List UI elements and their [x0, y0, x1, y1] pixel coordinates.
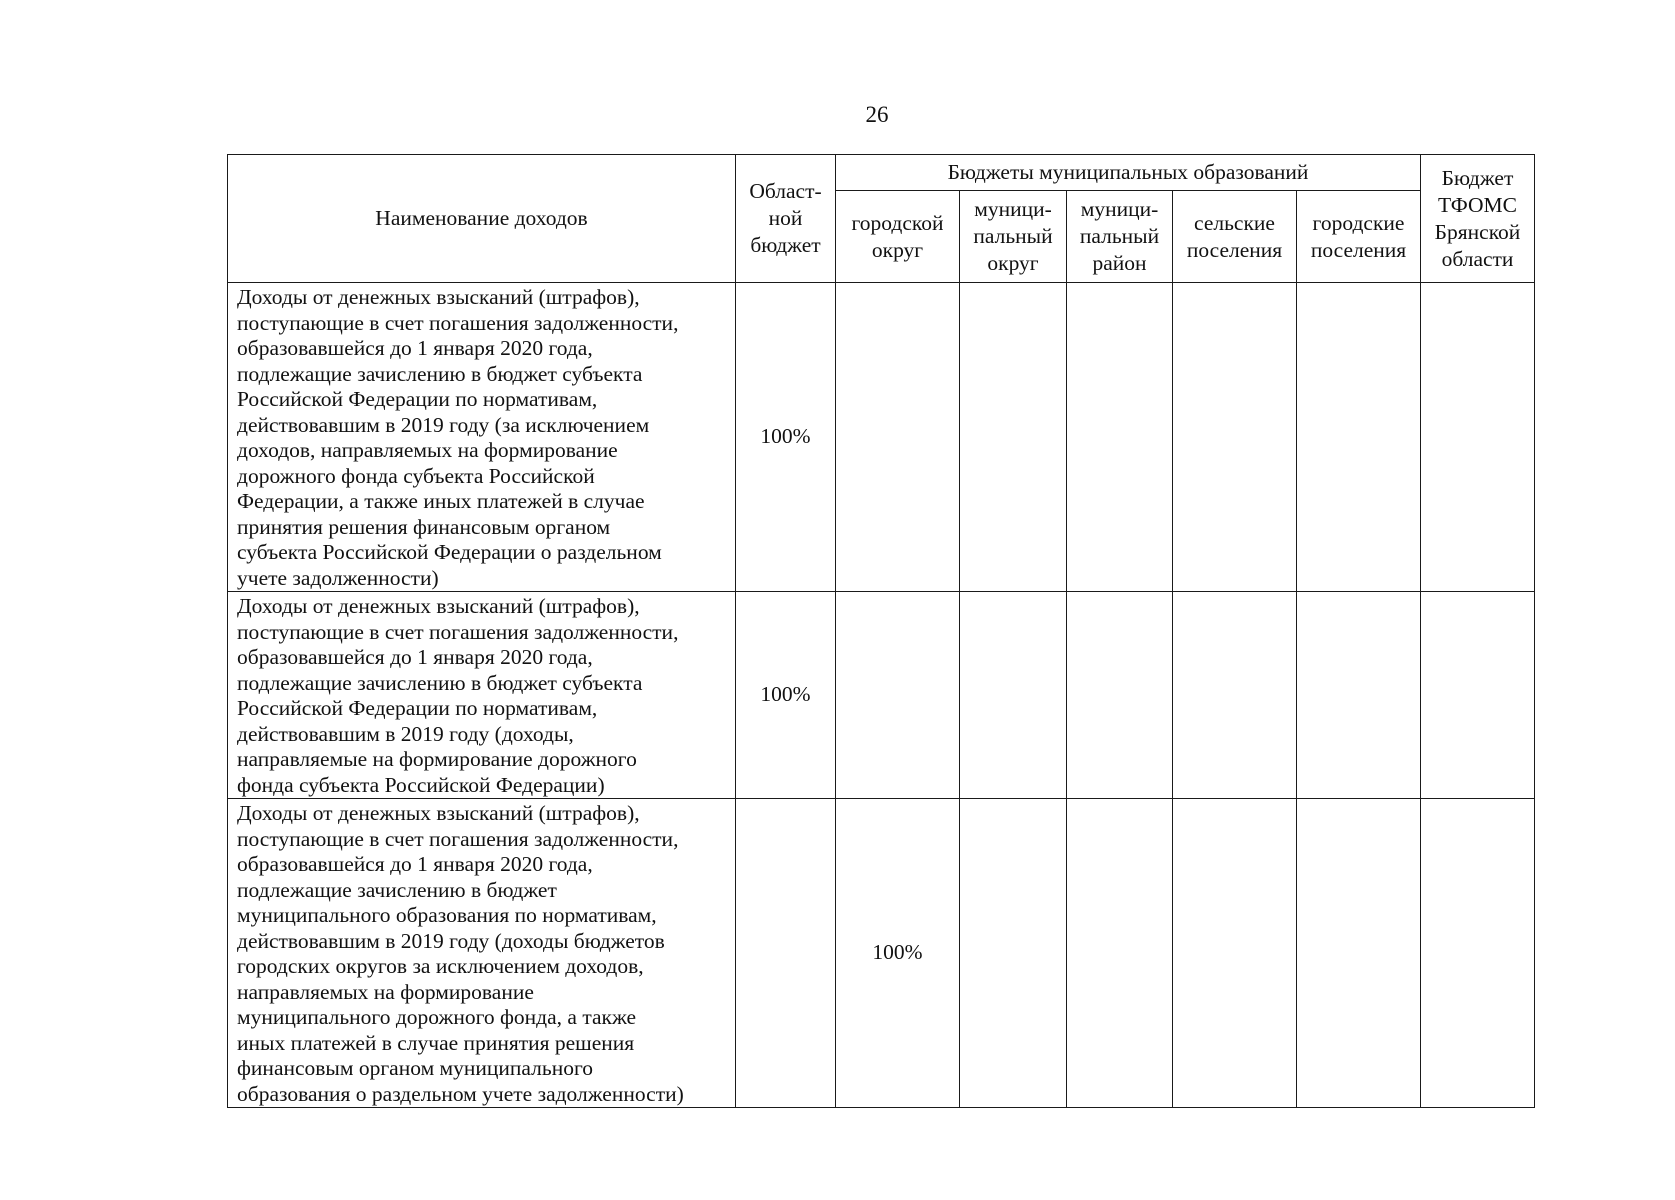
regional-budget-cell: 100%: [736, 283, 836, 592]
city-district-cell: 100%: [836, 799, 960, 1108]
tfoms-budget-cell: [1421, 799, 1535, 1108]
rural-settlements-cell: [1173, 592, 1297, 799]
income-name-cell: Доходы от денежных взысканий (штрафов), поступающие в счет погашения задолженности, образовавшейся до 1 января 2020 года, подлежащие зачислению в бюджет муниципального образования по нормативам, действовавшим в 2019 году (доходы бюджетов городских округов за исключением доходов, направляемых на формирование муниципального дорожного фонда, а также иных платежей в случае принятия решения финансовым органом муниципального образования о раздельном учете задолженности): [228, 799, 736, 1108]
municipal-raion-cell: [1067, 283, 1173, 592]
header-city-district: городской округ: [836, 191, 960, 283]
table-row: [228, 283, 1535, 592]
municipal-okrug-cell: [960, 799, 1067, 1108]
header-municipal-raion: муници- пальный район: [1067, 191, 1173, 283]
income-distribution-table: [227, 154, 1535, 1108]
header-income-name: Наименование доходов: [228, 155, 736, 283]
city-district-cell: [836, 592, 960, 799]
page-number: 26: [865, 102, 889, 127]
header-rural-settlements: сельские поселения: [1173, 191, 1297, 283]
municipal-raion-cell: [1067, 799, 1173, 1108]
city-district-cell: [836, 283, 960, 592]
regional-budget-cell: 100%: [736, 592, 836, 799]
rural-settlements-cell: [1173, 799, 1297, 1108]
tfoms-budget-cell: [1421, 283, 1535, 592]
tfoms-budget-cell: [1421, 592, 1535, 799]
table-row: [228, 799, 1535, 1108]
header-municipal-budgets: Бюджеты муниципальных образований: [836, 155, 1421, 191]
header-row-top: [228, 155, 1535, 191]
table-row: [228, 592, 1535, 799]
header-municipal-okrug: муници- пальный округ: [960, 191, 1067, 283]
header-urban-settlements: городские поселения: [1297, 191, 1421, 283]
income-name-cell: Доходы от денежных взысканий (штрафов), поступающие в счет погашения задолженности, образовавшейся до 1 января 2020 года, подлежащие зачислению в бюджет субъекта Российской Федерации по нормативам, действовавшим в 2019 году (доходы, направляемые на формирование дорожного фонда субъекта Российской Федерации): [228, 592, 736, 799]
municipal-okrug-cell: [960, 592, 1067, 799]
header-tfoms-budget: Бюджет ТФОМС Брянской области: [1421, 155, 1535, 283]
municipal-okrug-cell: [960, 283, 1067, 592]
header-regional-budget: Област- ной бюджет: [736, 155, 836, 283]
rural-settlements-cell: [1173, 283, 1297, 592]
municipal-raion-cell: [1067, 592, 1173, 799]
urban-settlements-cell: [1297, 799, 1421, 1108]
urban-settlements-cell: [1297, 283, 1421, 592]
income-name-cell: Доходы от денежных взысканий (штрафов), поступающие в счет погашения задолженности, образовавшейся до 1 января 2020 года, подлежащие зачислению в бюджет субъекта Российской Федерации по нормативам, действовавшим в 2019 году (за исключением доходов, направляемых на формирование дорожного фонда субъекта Российской Федерации, а также иных платежей в случае принятия решения финансовым органом субъекта Российской Федерации о раздельном учете задолженности): [228, 283, 736, 592]
regional-budget-cell: [736, 799, 836, 1108]
urban-settlements-cell: [1297, 592, 1421, 799]
